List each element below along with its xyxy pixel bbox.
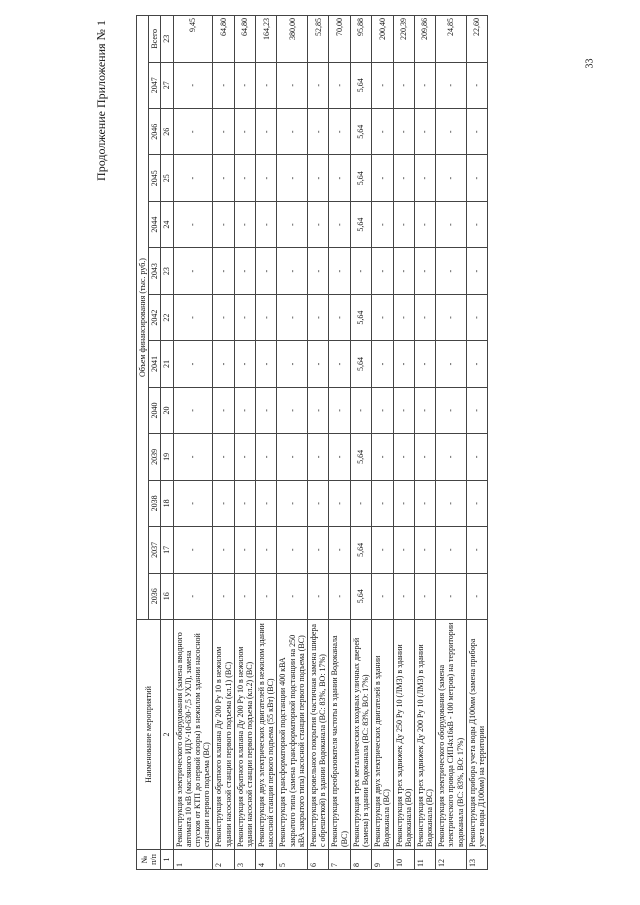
row-number: 2 bbox=[213, 850, 234, 870]
header-year: 2036 bbox=[149, 573, 161, 619]
row-name: Реконструкция преобразователя частоты в здании Водоканала (ВС) bbox=[329, 620, 350, 850]
row-total: 380,00 bbox=[277, 16, 308, 63]
row-number: 9 bbox=[372, 850, 393, 870]
row-value: - bbox=[234, 62, 255, 108]
row-value: - bbox=[393, 341, 414, 387]
header-year: 2046 bbox=[149, 109, 161, 155]
row-value: - bbox=[414, 434, 435, 480]
row-value: - bbox=[329, 248, 350, 294]
row-value: - bbox=[256, 341, 277, 387]
row-value: 5,64 bbox=[350, 527, 371, 573]
row-value: - bbox=[256, 387, 277, 433]
row-value: - bbox=[414, 248, 435, 294]
row-value: - bbox=[414, 155, 435, 201]
row-total: 64,80 bbox=[213, 16, 234, 63]
row-value: - bbox=[466, 155, 487, 201]
row-value: - bbox=[277, 62, 308, 108]
row-value: - bbox=[308, 248, 329, 294]
row-value: - bbox=[173, 109, 213, 155]
row-value: - bbox=[436, 155, 467, 201]
table-row bbox=[277, 16, 308, 870]
column-index: 18 bbox=[161, 480, 173, 526]
column-index: 2 bbox=[161, 620, 173, 850]
row-value: - bbox=[173, 201, 213, 247]
row-value: - bbox=[234, 201, 255, 247]
row-number: 7 bbox=[329, 850, 350, 870]
row-value: - bbox=[329, 480, 350, 526]
row-value: - bbox=[372, 573, 393, 619]
row-value: - bbox=[308, 109, 329, 155]
header-year: 2039 bbox=[149, 434, 161, 480]
row-total: 209,86 bbox=[414, 16, 435, 63]
row-total: 95,88 bbox=[350, 16, 371, 63]
row-value: - bbox=[213, 573, 234, 619]
table-row bbox=[372, 16, 393, 870]
row-total: 52,85 bbox=[308, 16, 329, 63]
table-row bbox=[256, 16, 277, 870]
row-name: Реконструкция электрического оборудования (замена электрического провода СИП4х16кВ - 100 метров) на территории водоканала (ВС: 83%, ВО: 17%) bbox=[436, 620, 467, 850]
row-total: 70,00 bbox=[329, 16, 350, 63]
row-value: - bbox=[466, 248, 487, 294]
row-value: - bbox=[393, 248, 414, 294]
row-value: - bbox=[414, 527, 435, 573]
row-value: - bbox=[277, 201, 308, 247]
row-value: - bbox=[308, 62, 329, 108]
row-value: - bbox=[436, 341, 467, 387]
row-value: - bbox=[372, 155, 393, 201]
table-row bbox=[173, 16, 213, 870]
row-value: - bbox=[466, 109, 487, 155]
row-value: - bbox=[350, 387, 371, 433]
row-value: - bbox=[329, 434, 350, 480]
column-index: 20 bbox=[161, 387, 173, 433]
row-value: - bbox=[372, 248, 393, 294]
row-value: - bbox=[350, 248, 371, 294]
row-value: - bbox=[414, 573, 435, 619]
row-value: - bbox=[466, 434, 487, 480]
header-year: 2037 bbox=[149, 527, 161, 573]
header-year: 2047 bbox=[149, 62, 161, 108]
row-value: - bbox=[436, 434, 467, 480]
financing-table bbox=[136, 15, 488, 870]
row-total: 24,85 bbox=[436, 16, 467, 63]
row-value: - bbox=[173, 434, 213, 480]
row-value: - bbox=[329, 201, 350, 247]
row-value: - bbox=[308, 341, 329, 387]
row-value: - bbox=[277, 573, 308, 619]
row-value: - bbox=[329, 387, 350, 433]
row-value: - bbox=[436, 294, 467, 340]
row-value: - bbox=[436, 573, 467, 619]
header-number: № п/п bbox=[137, 850, 161, 870]
row-value: - bbox=[414, 62, 435, 108]
row-value: - bbox=[393, 387, 414, 433]
header-year: 2038 bbox=[149, 480, 161, 526]
row-value: - bbox=[329, 527, 350, 573]
column-index: 19 bbox=[161, 434, 173, 480]
row-value: - bbox=[213, 201, 234, 247]
row-value: - bbox=[350, 480, 371, 526]
header-year: 2044 bbox=[149, 201, 161, 247]
row-value: - bbox=[393, 480, 414, 526]
row-value: - bbox=[372, 527, 393, 573]
row-value: - bbox=[234, 155, 255, 201]
row-value: - bbox=[308, 480, 329, 526]
row-value: - bbox=[234, 480, 255, 526]
row-value: - bbox=[372, 387, 393, 433]
row-value: - bbox=[173, 62, 213, 108]
row-value: - bbox=[213, 434, 234, 480]
row-number: 3 bbox=[234, 850, 255, 870]
row-name: Реконструкция трех металлических входных уличных дверей (замена) в здании Водоканала (ВС: 83%, ВО: 17%) bbox=[350, 620, 371, 850]
row-value: - bbox=[466, 573, 487, 619]
row-value: - bbox=[308, 527, 329, 573]
row-value: - bbox=[277, 341, 308, 387]
row-value: 5,64 bbox=[350, 341, 371, 387]
row-value: - bbox=[234, 294, 255, 340]
row-value: 5,64 bbox=[350, 155, 371, 201]
header-name: Наименование мероприятий bbox=[137, 620, 161, 850]
row-value: - bbox=[213, 527, 234, 573]
row-value: - bbox=[329, 573, 350, 619]
row-number: 4 bbox=[256, 850, 277, 870]
row-value: - bbox=[372, 109, 393, 155]
row-value: - bbox=[393, 527, 414, 573]
column-index: 22 bbox=[161, 294, 173, 340]
row-value: 5,64 bbox=[350, 109, 371, 155]
row-value: - bbox=[308, 387, 329, 433]
row-value: - bbox=[173, 387, 213, 433]
row-value: - bbox=[393, 573, 414, 619]
row-value: - bbox=[414, 109, 435, 155]
row-value: - bbox=[173, 480, 213, 526]
row-value: - bbox=[393, 434, 414, 480]
row-value: - bbox=[256, 294, 277, 340]
row-value: - bbox=[234, 341, 255, 387]
row-name: Реконструкция электрического оборудования (замена вводного автомата 10 кВ (масляного ИДУ-10-630-7,5 УХЛ), замена спусков от КТП до первой опоры) в нежилом здании насосной станции первого подъема (ВС) bbox=[173, 620, 213, 850]
column-index: 16 bbox=[161, 573, 173, 619]
column-index: 17 bbox=[161, 527, 173, 573]
row-number: 8 bbox=[350, 850, 371, 870]
row-value: - bbox=[436, 527, 467, 573]
row-value: - bbox=[466, 201, 487, 247]
row-value: - bbox=[213, 294, 234, 340]
column-index: 27 bbox=[161, 62, 173, 108]
row-value: - bbox=[466, 62, 487, 108]
row-number: 10 bbox=[393, 850, 414, 870]
header-year: 2041 bbox=[149, 341, 161, 387]
row-value: - bbox=[277, 387, 308, 433]
row-value: - bbox=[372, 201, 393, 247]
row-value: - bbox=[213, 248, 234, 294]
row-total: 220,39 bbox=[393, 16, 414, 63]
row-value: - bbox=[256, 201, 277, 247]
row-value: - bbox=[173, 294, 213, 340]
row-value: - bbox=[372, 480, 393, 526]
row-value: - bbox=[308, 155, 329, 201]
row-value: - bbox=[234, 387, 255, 433]
row-value: - bbox=[256, 434, 277, 480]
row-number: 5 bbox=[277, 850, 308, 870]
row-value: - bbox=[372, 434, 393, 480]
column-index: 23 bbox=[161, 248, 173, 294]
row-value: - bbox=[173, 341, 213, 387]
row-value: - bbox=[256, 573, 277, 619]
row-value: - bbox=[213, 109, 234, 155]
table-row bbox=[234, 16, 255, 870]
row-value: - bbox=[173, 248, 213, 294]
rotated-page-content bbox=[88, 10, 640, 875]
row-name: Реконструкция двух электрических двигателей в нежилом здании насосной станции первого подъема (55 кВт) (ВС) bbox=[256, 620, 277, 850]
row-value: - bbox=[277, 527, 308, 573]
row-value: - bbox=[414, 387, 435, 433]
row-value: - bbox=[256, 62, 277, 108]
row-value: 5,64 bbox=[350, 62, 371, 108]
row-name: Реконструкция трансформаторной подстанции 400 кВА закрытого типа (замена трансформаторной подстанции на 250 кВА закрытого типа) насосной станции первого подъема (ВС) bbox=[277, 620, 308, 850]
row-value: - bbox=[277, 155, 308, 201]
row-value: - bbox=[256, 527, 277, 573]
row-value: - bbox=[414, 201, 435, 247]
row-value: - bbox=[414, 294, 435, 340]
header-year: 2043 bbox=[149, 248, 161, 294]
header-year: Всего bbox=[149, 16, 161, 63]
row-value: 5,64 bbox=[350, 294, 371, 340]
row-total: 9,45 bbox=[173, 16, 213, 63]
row-value: - bbox=[234, 248, 255, 294]
row-value: - bbox=[213, 341, 234, 387]
row-value: - bbox=[466, 527, 487, 573]
column-index: 26 bbox=[161, 109, 173, 155]
row-value: - bbox=[466, 294, 487, 340]
row-value: - bbox=[436, 109, 467, 155]
row-value: - bbox=[234, 434, 255, 480]
table-row bbox=[466, 16, 487, 870]
row-total: 200,40 bbox=[372, 16, 393, 63]
header-year: 2042 bbox=[149, 294, 161, 340]
row-name: Реконструкция трех задвижек Ду 250 Ру 10 (ЛМЗ) в здании Водоканала (ВО) bbox=[393, 620, 414, 850]
row-value: - bbox=[393, 62, 414, 108]
column-index: 24 bbox=[161, 201, 173, 247]
row-value: - bbox=[213, 62, 234, 108]
table-row bbox=[308, 16, 329, 870]
header-year: 2045 bbox=[149, 155, 161, 201]
row-value: - bbox=[414, 480, 435, 526]
table-row bbox=[350, 16, 371, 870]
row-value: - bbox=[436, 480, 467, 526]
row-value: - bbox=[308, 434, 329, 480]
row-value: - bbox=[393, 294, 414, 340]
row-value: - bbox=[436, 201, 467, 247]
row-total: 64,80 bbox=[234, 16, 255, 63]
row-value: - bbox=[393, 155, 414, 201]
row-number: 6 bbox=[308, 850, 329, 870]
row-name: Реконструкция трех задвижек Ду 200 Ру 10 (ЛМЗ) в здании Водоканала (ВС) bbox=[414, 620, 435, 850]
row-name: Реконструкция обратного клапана Ду 200 Ру 10 в нежилом здании насосной станции первого подъема (кл.2) (ВС) bbox=[234, 620, 255, 850]
table-row bbox=[436, 16, 467, 870]
row-name: Реконструкция кровельного покрытия (частичная замена шифера с обрешеткой) в здании Водоканала (ВС: 83%, ВО: 17%) bbox=[308, 620, 329, 850]
row-value: 5,64 bbox=[350, 201, 371, 247]
row-value: - bbox=[308, 573, 329, 619]
row-value: - bbox=[213, 155, 234, 201]
row-value: - bbox=[393, 109, 414, 155]
row-value: - bbox=[256, 480, 277, 526]
row-value: - bbox=[256, 155, 277, 201]
column-index: 1 bbox=[161, 850, 173, 870]
column-index: 23 bbox=[161, 16, 173, 63]
row-value: - bbox=[436, 387, 467, 433]
row-value: - bbox=[308, 294, 329, 340]
row-value: - bbox=[277, 434, 308, 480]
row-name: Реконструкция прибора учета воды Д100мм (замена прибора учета воды Д100мм) на территории bbox=[466, 620, 487, 850]
column-index: 25 bbox=[161, 155, 173, 201]
row-value: - bbox=[393, 201, 414, 247]
page-number: 33 bbox=[584, 58, 596, 69]
row-total: 164,23 bbox=[256, 16, 277, 63]
header-year: 2040 bbox=[149, 387, 161, 433]
row-value: - bbox=[277, 294, 308, 340]
row-value: - bbox=[466, 387, 487, 433]
row-value: - bbox=[308, 201, 329, 247]
row-number: 11 bbox=[414, 850, 435, 870]
row-number: 13 bbox=[466, 850, 487, 870]
row-value: - bbox=[414, 341, 435, 387]
table-row bbox=[414, 16, 435, 870]
row-value: - bbox=[436, 62, 467, 108]
row-value: - bbox=[329, 294, 350, 340]
row-value: - bbox=[256, 109, 277, 155]
row-name: Реконструкция двух электрических двигателей в здании Водоканала (ВС) bbox=[372, 620, 393, 850]
row-value: - bbox=[256, 248, 277, 294]
row-value: - bbox=[372, 294, 393, 340]
row-value: - bbox=[277, 109, 308, 155]
row-value: - bbox=[173, 527, 213, 573]
row-value: - bbox=[234, 573, 255, 619]
row-total: 22,60 bbox=[466, 16, 487, 63]
row-value: - bbox=[277, 248, 308, 294]
header-financing: Объем финансирования (тыс. руб.) bbox=[137, 16, 149, 620]
row-value: - bbox=[436, 248, 467, 294]
row-value: - bbox=[329, 155, 350, 201]
table-row bbox=[213, 16, 234, 870]
row-value: - bbox=[466, 480, 487, 526]
row-name: Реконструкция обратного клапана Ду 200 Ру 10 в нежилом здании насосной станции первого подъема (кл.1) (ВС) bbox=[213, 620, 234, 850]
row-value: - bbox=[372, 62, 393, 108]
row-value: - bbox=[329, 62, 350, 108]
appendix-caption: Продолжение Приложения № 1 bbox=[94, 20, 108, 181]
table-row bbox=[329, 16, 350, 870]
row-value: - bbox=[173, 155, 213, 201]
row-value: 5,64 bbox=[350, 434, 371, 480]
row-value: - bbox=[213, 387, 234, 433]
row-value: - bbox=[213, 480, 234, 526]
row-value: - bbox=[372, 341, 393, 387]
row-value: 5,64 bbox=[350, 573, 371, 619]
row-value: - bbox=[277, 480, 308, 526]
row-value: - bbox=[173, 573, 213, 619]
row-value: - bbox=[466, 341, 487, 387]
row-value: - bbox=[329, 341, 350, 387]
row-value: - bbox=[234, 527, 255, 573]
row-number: 1 bbox=[173, 850, 213, 870]
row-number: 12 bbox=[436, 850, 467, 870]
row-value: - bbox=[329, 109, 350, 155]
table-row bbox=[393, 16, 414, 870]
row-value: - bbox=[234, 109, 255, 155]
column-index: 21 bbox=[161, 341, 173, 387]
